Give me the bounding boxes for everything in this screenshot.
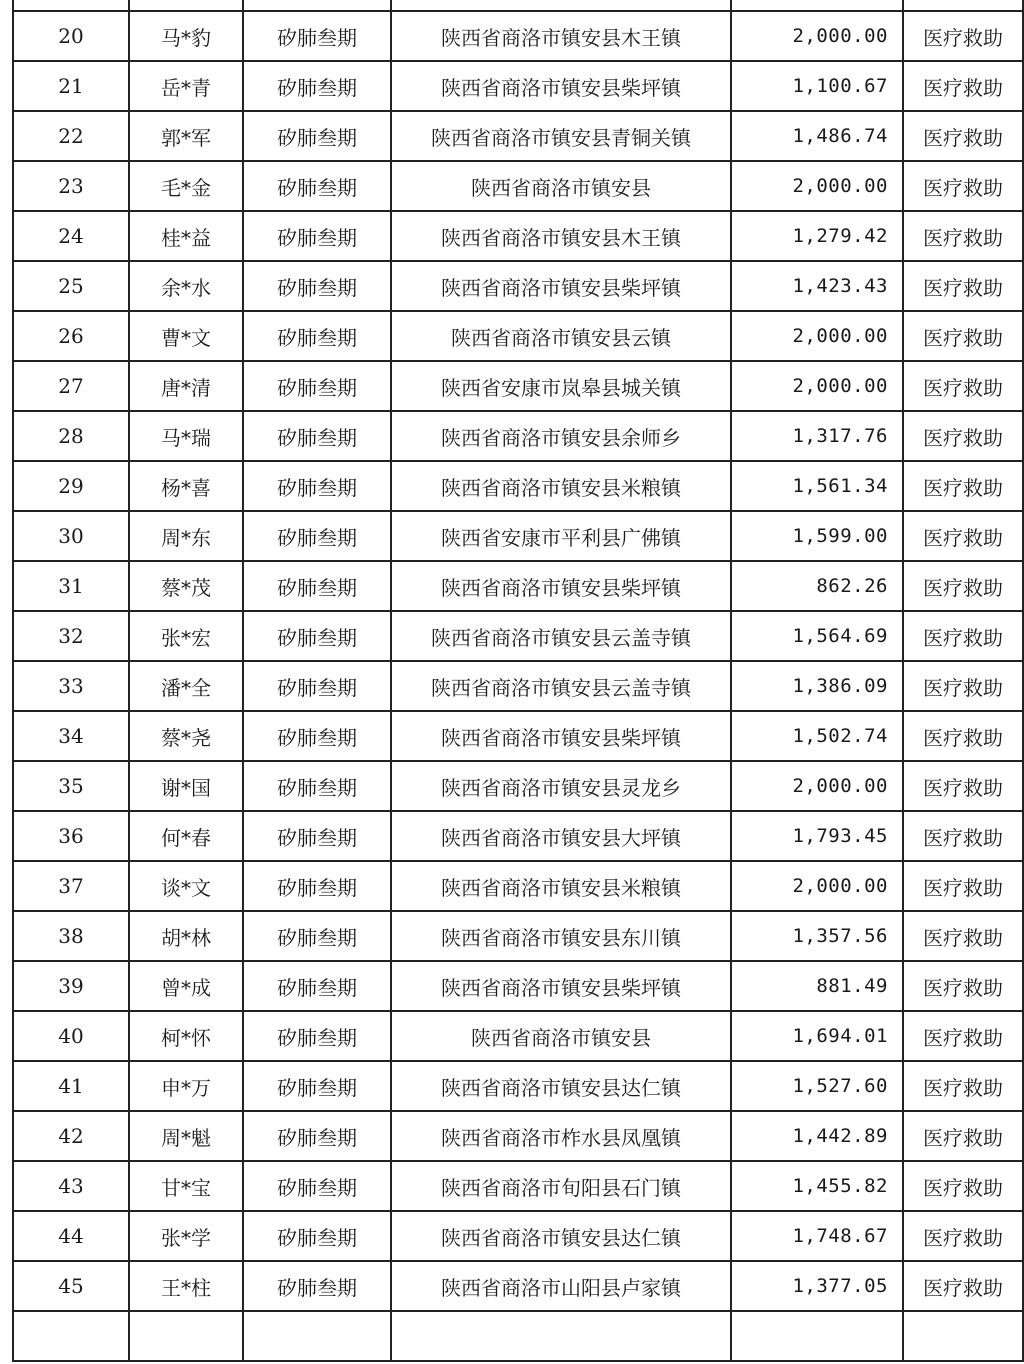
home-address: 陕西省商洛市镇安县云盖寺镇: [391, 661, 731, 711]
table-row: [13, 961, 1023, 1011]
recipient-name: 马*豹: [129, 11, 243, 61]
recipient-name: 曾*成: [129, 961, 243, 1011]
recipient-name: [129, 0, 243, 11]
relief-type: 医疗救助: [903, 1011, 1023, 1061]
recipient-name: 马*瑞: [129, 411, 243, 461]
home-address: 陕西省商洛市柞水县凤凰镇: [391, 1111, 731, 1161]
row-number: [13, 0, 129, 11]
disease-stage: 矽肺叁期: [243, 911, 391, 961]
relief-type: [903, 1311, 1023, 1361]
table-row: [13, 161, 1023, 211]
table-row: [13, 61, 1023, 111]
row-number: 20: [13, 11, 129, 61]
disease-stage: 矽肺叁期: [243, 11, 391, 61]
recipient-name: 谢*国: [129, 761, 243, 811]
table-row: [13, 11, 1023, 61]
recipient-name: 毛*金: [129, 161, 243, 211]
disease-stage: 矽肺叁期: [243, 761, 391, 811]
recipient-name: 曹*文: [129, 311, 243, 361]
disease-stage: 矽肺叁期: [243, 611, 391, 661]
disease-stage: 矽肺叁期: [243, 1011, 391, 1061]
relief-amount: [731, 0, 903, 11]
relief-type: 医疗救助: [903, 761, 1023, 811]
row-number: 26: [13, 311, 129, 361]
home-address: [391, 0, 731, 11]
relief-amount: 1,357.56: [731, 911, 903, 961]
relief-type: 医疗救助: [903, 161, 1023, 211]
relief-type: 医疗救助: [903, 361, 1023, 411]
row-number: 42: [13, 1111, 129, 1161]
disease-stage: 矽肺叁期: [243, 661, 391, 711]
relief-type: 医疗救助: [903, 661, 1023, 711]
relief-type: 医疗救助: [903, 261, 1023, 311]
row-number: 35: [13, 761, 129, 811]
relief-type: 医疗救助: [903, 811, 1023, 861]
recipient-name: 王*柱: [129, 1261, 243, 1311]
relief-type: 医疗救助: [903, 1261, 1023, 1311]
recipient-name: 何*春: [129, 811, 243, 861]
disease-stage: 矽肺叁期: [243, 211, 391, 261]
row-number: 36: [13, 811, 129, 861]
relief-amount: 1,793.45: [731, 811, 903, 861]
row-number: 23: [13, 161, 129, 211]
home-address: 陕西省商洛市镇安县东川镇: [391, 911, 731, 961]
home-address: 陕西省商洛市镇安县云镇: [391, 311, 731, 361]
home-address: 陕西省商洛市镇安县木王镇: [391, 11, 731, 61]
table-row: [13, 211, 1023, 261]
recipient-name: 谈*文: [129, 861, 243, 911]
recipient-name: 蔡*茂: [129, 561, 243, 611]
relief-amount: 2,000.00: [731, 161, 903, 211]
disease-stage: 矽肺叁期: [243, 1111, 391, 1161]
recipient-name: 柯*怀: [129, 1011, 243, 1061]
relief-type: [903, 0, 1023, 11]
recipient-name: 郭*军: [129, 111, 243, 161]
table-row: [13, 1161, 1023, 1211]
relief-table: [12, 0, 1024, 1362]
relief-type: 医疗救助: [903, 861, 1023, 911]
disease-stage: 矽肺叁期: [243, 861, 391, 911]
relief-type: 医疗救助: [903, 911, 1023, 961]
home-address: 陕西省商洛市镇安县米粮镇: [391, 461, 731, 511]
disease-stage: 矽肺叁期: [243, 161, 391, 211]
table-row: [13, 461, 1023, 511]
disease-stage: 矽肺叁期: [243, 511, 391, 561]
table-row: [13, 861, 1023, 911]
relief-amount: 1,599.00: [731, 511, 903, 561]
relief-amount: 862.26: [731, 561, 903, 611]
recipient-name: 胡*林: [129, 911, 243, 961]
home-address: 陕西省商洛市镇安县灵龙乡: [391, 761, 731, 811]
relief-amount: 2,000.00: [731, 761, 903, 811]
relief-amount: 2,000.00: [731, 311, 903, 361]
home-address: 陕西省商洛市旬阳县石门镇: [391, 1161, 731, 1211]
relief-type: 医疗救助: [903, 61, 1023, 111]
home-address: 陕西省商洛市镇安县柴坪镇: [391, 61, 731, 111]
row-number: 30: [13, 511, 129, 561]
relief-type: 医疗救助: [903, 1111, 1023, 1161]
table-row: [13, 1011, 1023, 1061]
row-number: [13, 1311, 129, 1361]
row-number: 43: [13, 1161, 129, 1211]
table-row: [13, 1311, 1023, 1361]
table-row: [13, 361, 1023, 411]
row-number: 38: [13, 911, 129, 961]
row-number: 24: [13, 211, 129, 261]
row-number: 37: [13, 861, 129, 911]
recipient-name: 桂*益: [129, 211, 243, 261]
relief-amount: 1,100.67: [731, 61, 903, 111]
relief-type: 医疗救助: [903, 211, 1023, 261]
recipient-name: 岳*青: [129, 61, 243, 111]
relief-amount: 881.49: [731, 961, 903, 1011]
relief-type: 医疗救助: [903, 1061, 1023, 1111]
home-address: 陕西省商洛市镇安县达仁镇: [391, 1211, 731, 1261]
home-address: 陕西省商洛市镇安县余师乡: [391, 411, 731, 461]
row-number: 41: [13, 1061, 129, 1111]
row-number: 28: [13, 411, 129, 461]
table-row: [13, 1061, 1023, 1111]
recipient-name: 余*水: [129, 261, 243, 311]
table-row: [13, 311, 1023, 361]
relief-type: 医疗救助: [903, 711, 1023, 761]
disease-stage: 矽肺叁期: [243, 461, 391, 511]
relief-type: 医疗救助: [903, 11, 1023, 61]
home-address: 陕西省商洛市镇安县青铜关镇: [391, 111, 731, 161]
relief-amount: 1,486.74: [731, 111, 903, 161]
relief-amount: 1,561.34: [731, 461, 903, 511]
relief-amount: 1,527.60: [731, 1061, 903, 1111]
relief-amount: 1,377.05: [731, 1261, 903, 1311]
recipient-name: 张*宏: [129, 611, 243, 661]
home-address: 陕西省商洛市镇安县木王镇: [391, 211, 731, 261]
table-row: [13, 111, 1023, 161]
row-number: 31: [13, 561, 129, 611]
home-address: 陕西省商洛市镇安县大坪镇: [391, 811, 731, 861]
disease-stage: 矽肺叁期: [243, 961, 391, 1011]
recipient-name: 甘*宝: [129, 1161, 243, 1211]
row-number: 21: [13, 61, 129, 111]
relief-amount: 1,317.76: [731, 411, 903, 461]
relief-amount: 1,564.69: [731, 611, 903, 661]
relief-amount: 1,279.42: [731, 211, 903, 261]
table-row: [13, 911, 1023, 961]
home-address: 陕西省商洛市镇安县云盖寺镇: [391, 611, 731, 661]
relief-type: 医疗救助: [903, 561, 1023, 611]
table-row: [13, 0, 1023, 11]
home-address: 陕西省商洛市镇安县柴坪镇: [391, 561, 731, 611]
relief-type: 医疗救助: [903, 311, 1023, 361]
home-address: 陕西省安康市平利县广佛镇: [391, 511, 731, 561]
row-number: 45: [13, 1261, 129, 1311]
table-row: [13, 1111, 1023, 1161]
disease-stage: 矽肺叁期: [243, 361, 391, 411]
disease-stage: 矽肺叁期: [243, 1161, 391, 1211]
home-address: 陕西省商洛市镇安县柴坪镇: [391, 261, 731, 311]
table-row: [13, 511, 1023, 561]
relief-type: 医疗救助: [903, 1161, 1023, 1211]
disease-stage: 矽肺叁期: [243, 561, 391, 611]
row-number: 33: [13, 661, 129, 711]
relief-amount: 1,386.09: [731, 661, 903, 711]
relief-table-body: [13, 0, 1023, 1361]
relief-amount: 1,748.67: [731, 1211, 903, 1261]
table-row: [13, 811, 1023, 861]
relief-amount: 2,000.00: [731, 361, 903, 411]
home-address: 陕西省商洛市镇安县米粮镇: [391, 861, 731, 911]
table-row: [13, 1261, 1023, 1311]
relief-amount: 1,502.74: [731, 711, 903, 761]
disease-stage: 矽肺叁期: [243, 61, 391, 111]
row-number: 44: [13, 1211, 129, 1261]
relief-amount: 2,000.00: [731, 11, 903, 61]
home-address: 陕西省商洛市山阳县卢家镇: [391, 1261, 731, 1311]
relief-amount: 2,000.00: [731, 861, 903, 911]
relief-type: 医疗救助: [903, 511, 1023, 561]
disease-stage: 矽肺叁期: [243, 261, 391, 311]
disease-stage: 矽肺叁期: [243, 1261, 391, 1311]
disease-stage: 矽肺叁期: [243, 711, 391, 761]
row-number: 39: [13, 961, 129, 1011]
row-number: 22: [13, 111, 129, 161]
relief-type: 医疗救助: [903, 1211, 1023, 1261]
disease-stage: 矽肺叁期: [243, 111, 391, 161]
relief-amount: 1,442.89: [731, 1111, 903, 1161]
recipient-name: 潘*全: [129, 661, 243, 711]
row-number: 32: [13, 611, 129, 661]
row-number: 40: [13, 1011, 129, 1061]
relief-amount: 1,423.43: [731, 261, 903, 311]
table-row: [13, 661, 1023, 711]
recipient-name: 张*学: [129, 1211, 243, 1261]
disease-stage: [243, 1311, 391, 1361]
relief-amount: 1,455.82: [731, 1161, 903, 1211]
home-address: 陕西省商洛市镇安县: [391, 161, 731, 211]
row-number: 29: [13, 461, 129, 511]
disease-stage: 矽肺叁期: [243, 311, 391, 361]
relief-amount: 1,694.01: [731, 1011, 903, 1061]
relief-type: 医疗救助: [903, 611, 1023, 661]
recipient-name: [129, 1311, 243, 1361]
table-row: [13, 561, 1023, 611]
recipient-name: 杨*喜: [129, 461, 243, 511]
relief-type: 医疗救助: [903, 411, 1023, 461]
recipient-name: 申*万: [129, 1061, 243, 1111]
table-row: [13, 711, 1023, 761]
table-row: [13, 261, 1023, 311]
recipient-name: 周*东: [129, 511, 243, 561]
table-row: [13, 761, 1023, 811]
home-address: 陕西省商洛市镇安县达仁镇: [391, 1061, 731, 1111]
row-number: 27: [13, 361, 129, 411]
disease-stage: 矽肺叁期: [243, 411, 391, 461]
disease-stage: 矽肺叁期: [243, 1061, 391, 1111]
recipient-name: 唐*清: [129, 361, 243, 411]
relief-amount: [731, 1311, 903, 1361]
disease-stage: 矽肺叁期: [243, 811, 391, 861]
disease-stage: 矽肺叁期: [243, 1211, 391, 1261]
home-address: [391, 1311, 731, 1361]
recipient-name: 周*魁: [129, 1111, 243, 1161]
home-address: 陕西省商洛市镇安县: [391, 1011, 731, 1061]
row-number: 34: [13, 711, 129, 761]
home-address: 陕西省安康市岚皋县城关镇: [391, 361, 731, 411]
home-address: 陕西省商洛市镇安县柴坪镇: [391, 711, 731, 761]
table-row: [13, 611, 1023, 661]
relief-type: 医疗救助: [903, 961, 1023, 1011]
row-number: 25: [13, 261, 129, 311]
table-row: [13, 411, 1023, 461]
relief-type: 医疗救助: [903, 111, 1023, 161]
disease-stage: [243, 0, 391, 11]
recipient-name: 蔡*尧: [129, 711, 243, 761]
home-address: 陕西省商洛市镇安县柴坪镇: [391, 961, 731, 1011]
table-row: [13, 1211, 1023, 1261]
relief-type: 医疗救助: [903, 461, 1023, 511]
